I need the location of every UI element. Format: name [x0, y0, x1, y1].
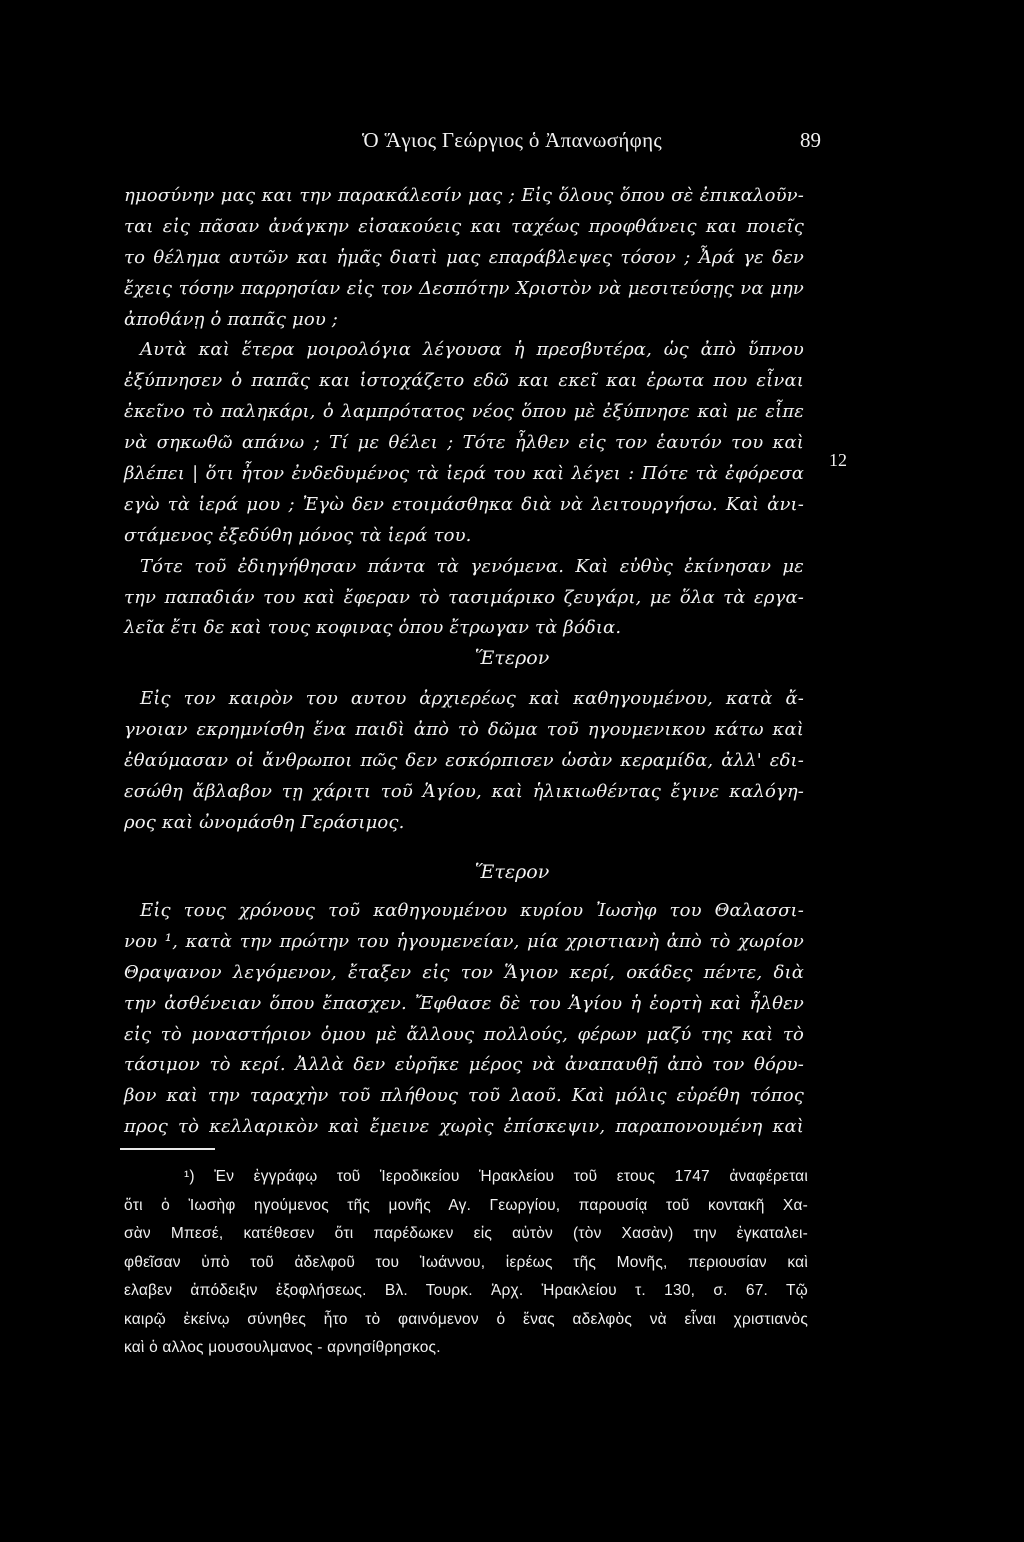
- section-2: [124, 684, 804, 838]
- text-line: λεῖα ἔτι δε καὶ τους κοφινας ὁπου ἔτρωγαν τὰ βόδια.: [124, 617, 622, 639]
- footnote-line: ὅτι ὁ Ἰωσὴφ ηγούμενος τῆς μονῆς Αγ. Γεωργίου, παρουσίᾳ τοῦ κοντακῆ Χα-: [124, 1196, 808, 1214]
- text-line: Τότε τοῦ ἐδιηγήθησαν πάντα τὰ γενόμενα. Καὶ εὐθὺς ἐκίνησαν με: [140, 555, 804, 577]
- text-line: γνοιαν εκρημνίσθη ἕνα παιδὶ ἀπὸ τὸ δῶμα τοῦ ηγουμενικου κάτω καὶ: [124, 718, 804, 740]
- footnote-line: ελαβεν ἀπόδειξιν ἐξοφλήσεως. Βλ. Τουρκ. Ἀρχ. Ἡρακλείου τ. 130, σ. 67. Τῷ: [124, 1282, 808, 1299]
- text-line: ἐθαύμασαν οἱ ἄνθρωποι πῶς δεν εσκόρπισεν ὡσὰν κεραμίδα, ἀλλ' εδι-: [124, 749, 804, 771]
- text-line: ται εἰς πᾶσαν ἀνάγκην εἰσακούεις και ταχέως προφθάνεις και ποιεῖς: [124, 215, 804, 237]
- text-line: ρος καὶ ὠνομάσθη Γεράσιμος.: [124, 811, 405, 833]
- text-line: νὰ σηκωθῶ απάνω ; Τί με θέλει ; Τότε ἦλθεν εἰς τον ἑαυτόν του καὶ: [124, 432, 804, 454]
- text-line: ημοσύνην μας και την παρακάλεσίν μας ; Εἰς ὅλους ὅπου σὲ ἐπικαλοῦν-: [124, 185, 804, 206]
- text-line: ἐξύπνησεν ὁ παπᾶς και ἱστοχάζετο εδῶ και εκεῖ και ἐρωτα που εἶναι: [124, 370, 804, 392]
- text-line: νου ¹, κατὰ την πρώτην του ἡγουμενείαν, μία χριστιανὴ ἀπὸ τὸ χωρίον: [124, 930, 804, 952]
- page-number: 89: [800, 128, 821, 152]
- section-3-title: Ἕτερον: [474, 861, 550, 883]
- margin-number: 12: [829, 450, 847, 470]
- text-line: την παπαδιάν του καὶ ἔφεραν τὸ τασιμάρικο ζευγάρι, με ὅλα τὰ εργα-: [124, 586, 804, 608]
- footnote-line: καὶ ὁ αλλος μουσουλμανος - αρνησίθρησκος.: [124, 1339, 441, 1356]
- text-line: ἐκεῖνο τὸ παληκάρι, ὁ λαμπρότατος νέος ὅπου μὲ ἐξύπνησε καὶ με εἶπε: [124, 401, 804, 423]
- running-title: Ὁ Ἅγιος Γεώργιος ὁ Ἀπανωσήφης: [362, 128, 662, 152]
- footnote-line: σὰν Μπεσέ, κατέθεσεν ὅτι παρέδωκεν εἰς αὐτὸν (τὸν Χασὰν) την ἐγκαταλει-: [124, 1225, 808, 1242]
- text-line: Αυτὰ καὶ ἕτερα μοιρολόγια λέγουσα ἡ πρεσβυτέρα, ὡς ἀπὸ ὕπνου: [140, 339, 804, 361]
- text-line: εσώθη ἄβλαβον τῃ χάριτι τοῦ Ἁγίου, καὶ ἡλικιωθέντας ἔγινε καλόγη-: [124, 780, 804, 802]
- footnote-divider: [120, 1148, 215, 1150]
- section-3: [124, 896, 804, 1143]
- footnote-line: καιρῷ ἐκείνῳ σύνηθες ἦτο τὸ φαινόμενον ὁ ἕνας αδελφὸς νὰ εἶναι χριστιανὸς: [124, 1310, 808, 1328]
- text-line: βον καὶ την ταραχὴν τοῦ πλήθους τοῦ λαοῦ. Καὶ μόλις εὑρέθη τόπος: [124, 1085, 804, 1107]
- text-line: προς τὸ κελλαρικὸν καὶ ἔμεινε χωρὶς ἐπίσκεψιν, παραπονουμένη καὶ: [124, 1116, 804, 1138]
- section-2-title: Ἕτερον: [474, 647, 550, 669]
- text-line: εἰς τὸ μοναστήριον ὁμου μὲ ἄλλους πολλούς, φέρων μαζύ της καὶ τὸ: [124, 1023, 804, 1045]
- text-line: ἀποθάνῃ ὁ παπᾶς μου ;: [124, 308, 339, 330]
- footnotes: [124, 1163, 808, 1363]
- text-line: εγὼ τὰ ἱερά μου ; Ἐγὼ δεν ετοιμάσθηκα διὰ νὰ λειτουργήσω. Καὶ ἀνι-: [124, 493, 804, 515]
- text-line: Εἰς τον καιρὸν του αυτου ἀρχιερέως καὶ καθηγουμένου, κατὰ ἄ-: [140, 688, 804, 709]
- text-line: την ἀσθένειαν ὅπου ἔπασχεν. Ἔφθασε δὲ του Ἁγίου ἡ ἑορτὴ καὶ ἦλθεν: [124, 992, 804, 1014]
- text-line: Εἰς τους χρόνους τοῦ καθηγουμένου κυρίου Ἰωσὴφ του Θαλασσι-: [140, 900, 804, 921]
- text-line: το θέλημα αυτῶν και ἡμᾶς διατὶ μας επαράβλεψες τόσον ; Ἆρά γε δεν: [124, 246, 804, 268]
- page-header: [0, 128, 1024, 158]
- text-line: ἔχεις τόσην παρρησίαν εἰς τον Δεσπότην Χριστὸν νὰ μεσιτεύσῃς να μην: [124, 277, 804, 299]
- text-line: στάμενος ἐξεδύθη μόνος τὰ ἱερά του.: [124, 524, 472, 546]
- text-line: Θραψανον λεγόμενον, ἔταξεν εἰς τον Ἅγιον κερί, οκάδες πέντε, διὰ: [124, 961, 804, 983]
- footnote-line: φθεῖσαν ὑπὸ τοῦ ἀδελφοῦ του Ἰωάννου, ἱερέως τῆς Μονῆς, περιουσίαν καὶ: [124, 1253, 808, 1271]
- text-line: βλέπει | ὅτι ἦτον ἐνδεδυμένος τὰ ἱερά του καὶ λέγει : Πότε τὰ ἐφόρεσα: [124, 463, 804, 485]
- footnote-line: ¹) Ἐν ἐγγράφῳ τοῦ Ἱεροδικείου Ἡρακλείου τοῦ ετους 1747 ἀναφέρεται: [184, 1168, 808, 1185]
- section-1: [124, 181, 804, 644]
- text-line: τάσιμον τὸ κερί. Ἀλλὰ δεν εὑρῆκε μέρος νὰ ἀναπαυθῇ ἀπὸ τον θόρυ-: [124, 1054, 804, 1076]
